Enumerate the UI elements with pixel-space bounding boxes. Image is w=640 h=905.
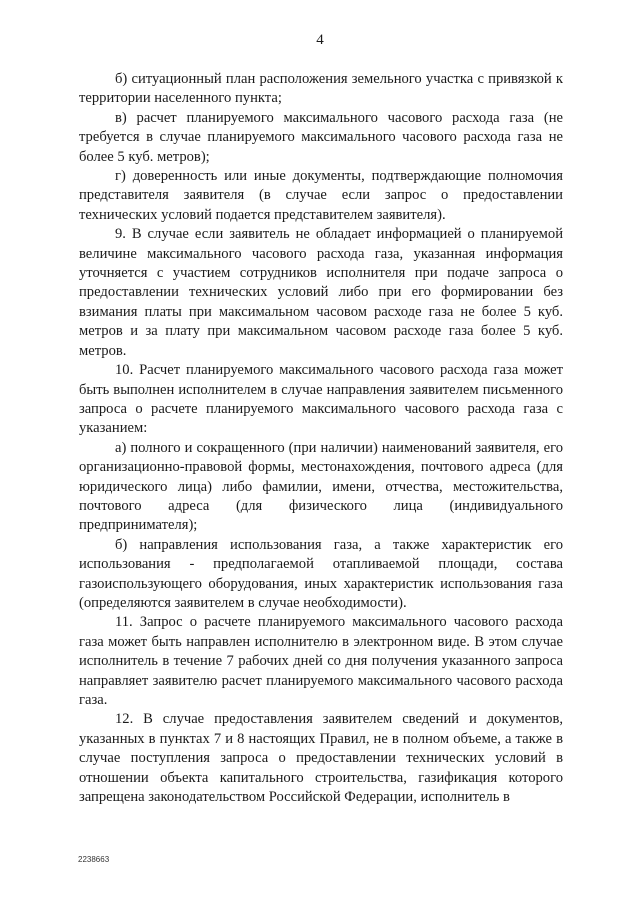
paragraph-b-situational-plan: б) ситуационный план расположения земельного участка с привязкой к территории населенного пункта; xyxy=(79,71,563,107)
paragraph-10-a: а) полного и сокращенного (при наличии) наименований заявителя, его организационно-правовой формы, местонахождения, почтового адреса (для юридического лица) либо фамилии, имени, отчества, местожительства, почтового адреса (для физического лица (индивидуального предпринимателя); xyxy=(79,439,563,534)
page-number: 4 xyxy=(316,32,324,48)
paragraph-10: 10. Расчет планируемого максимального часового расхода газа может быть выполнен исполнителем в случае направления заявителем письменного запроса о расчете планируемого максимального часового расхода газа с указанием: xyxy=(79,362,563,437)
paragraph-g-power-of-attorney: г) доверенность или иные документы, подтверждающие полномочия представителя заявителя (в случае если запрос о предоставлении технических условий подается представителем заявителя). xyxy=(79,168,563,223)
document-code: 2238663 xyxy=(78,855,110,864)
paragraph-12: 12. В случае предоставления заявителем сведений и документов, указанных в пунктах 7 и 8 настоящих Правил, не в полном объеме, а также в случае поступления запроса о предоставлении технических условий в отношении объекта капитального строительства, газификация которого запрещена законодательством Российской Федерации, исполнитель в xyxy=(79,711,563,806)
paragraph-11: 11. Запрос о расчете планируемого максимального часового расхода газа может быть направлен исполнителю в электронном виде. В этом случае исполнитель в течение 7 рабочих дней со дня получения указанного запроса направляет заявителю расчет планируемого максимального часового расхода газа. xyxy=(79,614,563,708)
paragraph-9: 9. В случае если заявитель не обладает информацией о планируемой величине максимального часового расхода газа, указанная информация уточняется с участием сотрудников исполнителя при подаче запроса о предоставлении технических условий либо при его формировании без взимания платы при максимальном часовом расходе газа не более 5 куб. метров и за плату при максимальном часовом расходе газа более 5 куб. метров. xyxy=(79,226,563,359)
paragraph-v-gas-calculation: в) расчет планируемого максимального часового расхода газа (не требуется в случае планируемого максимального часового расхода газа не более 5 куб. метров); xyxy=(79,109,563,165)
paragraph-10-b: б) направления использования газа, а также характеристик его использования - предполагаемой отапливаемой площади, состава газоиспользующего оборудования, иных характеристик использования газа (определяются заявителем в случае необходимости). xyxy=(79,536,563,611)
document-body xyxy=(79,70,563,807)
